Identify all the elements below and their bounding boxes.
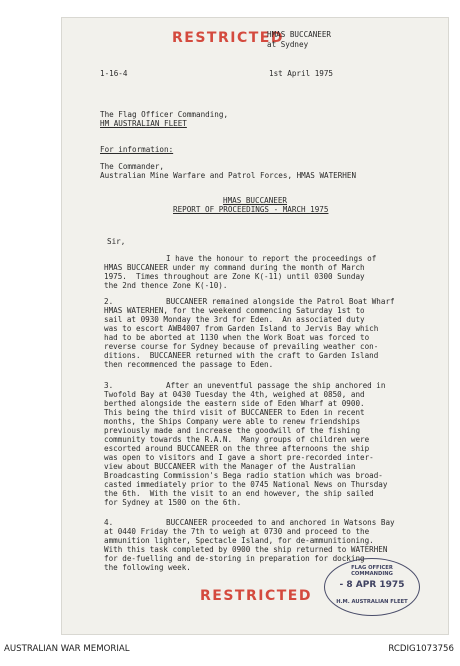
paragraph-line: BUCCANEER remained alongside the Patrol Boat Wharf xyxy=(166,297,395,306)
paragraph-line: ditions. BUCCANEER returned with the craft to Garden Island xyxy=(104,351,379,360)
archive-name: AUSTRALIAN WAR MEMORIAL xyxy=(4,644,130,654)
paragraph-line: ammunition lighter, Spectacle Island, for de-ammunitioning. xyxy=(104,536,374,545)
paragraph-line: view about BUCCANEER with the Manager of the Australian xyxy=(104,462,356,471)
paragraph-line: Broadcasting Commission's Bega radio station which was broad- xyxy=(104,471,383,480)
paragraph-number: 2. xyxy=(104,297,114,306)
salutation: Sir, xyxy=(107,237,126,246)
information-line-2: Australian Mine Warfare and Patrol Forces, HMAS WATERHEN xyxy=(100,171,357,180)
paragraph-line: months, the Ships Company were able to renew friendships xyxy=(104,417,361,426)
restricted-stamp-top: RESTRICTED xyxy=(172,30,284,46)
paragraph-line: This being the third visit of BUCCANEER to Eden in recent xyxy=(104,408,365,417)
restricted-stamp-bottom: RESTRICTED xyxy=(200,588,312,604)
paragraph-line: was open to visitors and I gave a short pre-recorded inter- xyxy=(104,453,374,462)
paragraph-line: for de-fuelling and de-storing in preparation for docking xyxy=(104,554,365,563)
receipt-stamp-date: - 8 APR 1975 xyxy=(339,580,405,590)
addressee-line-1: The Flag Officer Commanding, xyxy=(100,110,229,119)
letter-date: 1st April 1975 xyxy=(269,69,334,78)
report-title-subject: REPORT OF PROCEEDINGS - MARCH 1975 xyxy=(173,205,329,214)
paragraph-line: had to be aborted at 1130 when the Work Boat was forced to xyxy=(104,333,370,342)
paragraph-line: the 2nd thence Zone K(-10). xyxy=(104,281,228,290)
archive-record-id: RCDIG1073756 xyxy=(388,644,454,654)
paragraph-line: casted immediately prior to the 0745 National News on Thursday xyxy=(104,480,388,489)
paragraph-line: 1975. Times throughout are Zone K(-11) until 0300 Sunday xyxy=(104,272,365,281)
paragraph-number: 3. xyxy=(104,381,114,390)
information-heading: For information: xyxy=(100,145,174,154)
addressee-line-2: HM AUSTRALIAN FLEET xyxy=(100,119,187,128)
paragraph-line: previously made and increase the goodwill of the fishing xyxy=(104,426,361,435)
paragraph-line: With this task completed by 0900 the ship returned to WATERHEN xyxy=(104,545,388,554)
document-page xyxy=(62,18,448,634)
information-line-1: The Commander, xyxy=(100,162,165,171)
paragraph-line: HMAS BUCCANEER under my command during the month of March xyxy=(104,263,365,272)
paragraph-line: BUCCANEER proceeded to and anchored in Watsons Bay xyxy=(166,518,395,527)
paragraph-line: HMAS WATERHEN, for the weekend commencing Saturday 1st to xyxy=(104,306,365,315)
paragraph-line: the following week. xyxy=(104,563,191,572)
origin-ship: HMAS BUCCANEER xyxy=(267,30,332,39)
paragraph-line: reverse course for Sydney because of prevailing weather con- xyxy=(104,342,379,351)
paragraph-line: the 6th. With the visit to an end however, the ship sailed xyxy=(104,489,374,498)
paragraph-line: After an uneventful passage the ship anchored in xyxy=(166,381,386,390)
paragraph-line: escorted around BUCCANEER on the three afternoons the ship xyxy=(104,444,370,453)
paragraph-line: was to escort AWB4007 from Garden Island to Jervis Bay which xyxy=(104,324,379,333)
paragraph-line: for Sydney at 1500 on the 6th. xyxy=(104,498,242,507)
origin-location: at Sydney xyxy=(267,40,309,49)
paragraph-line: then recommenced the passage to Eden. xyxy=(104,360,274,369)
paragraph-line: I have the honour to report the proceedings of xyxy=(166,254,377,263)
paragraph-line: at 0440 Friday the 7th to weigh at 0730 and proceed to the xyxy=(104,527,370,536)
paragraph-line: berthed alongside the eastern side of Eden Wharf at 0900. xyxy=(104,399,365,408)
receipt-stamp xyxy=(324,558,420,616)
paragraph-number: 4. xyxy=(104,518,114,527)
receipt-stamp-fleet: H.M. AUSTRALIAN FLEET xyxy=(336,599,408,605)
file-reference: 1-16-4 xyxy=(100,69,128,78)
paragraph-line: community towards the R.A.N. Many groups of children were xyxy=(104,435,370,444)
report-title-ship: HMAS BUCCANEER xyxy=(223,196,288,205)
receipt-stamp-office: FLAG OFFICER COMMANDING xyxy=(351,565,393,577)
paragraph-line: sail at 0930 Monday the 3rd for Eden. An associated duty xyxy=(104,315,365,324)
paragraph-line: Twofold Bay at 0430 Tuesday the 4th, weighed at 0850, and xyxy=(104,390,365,399)
